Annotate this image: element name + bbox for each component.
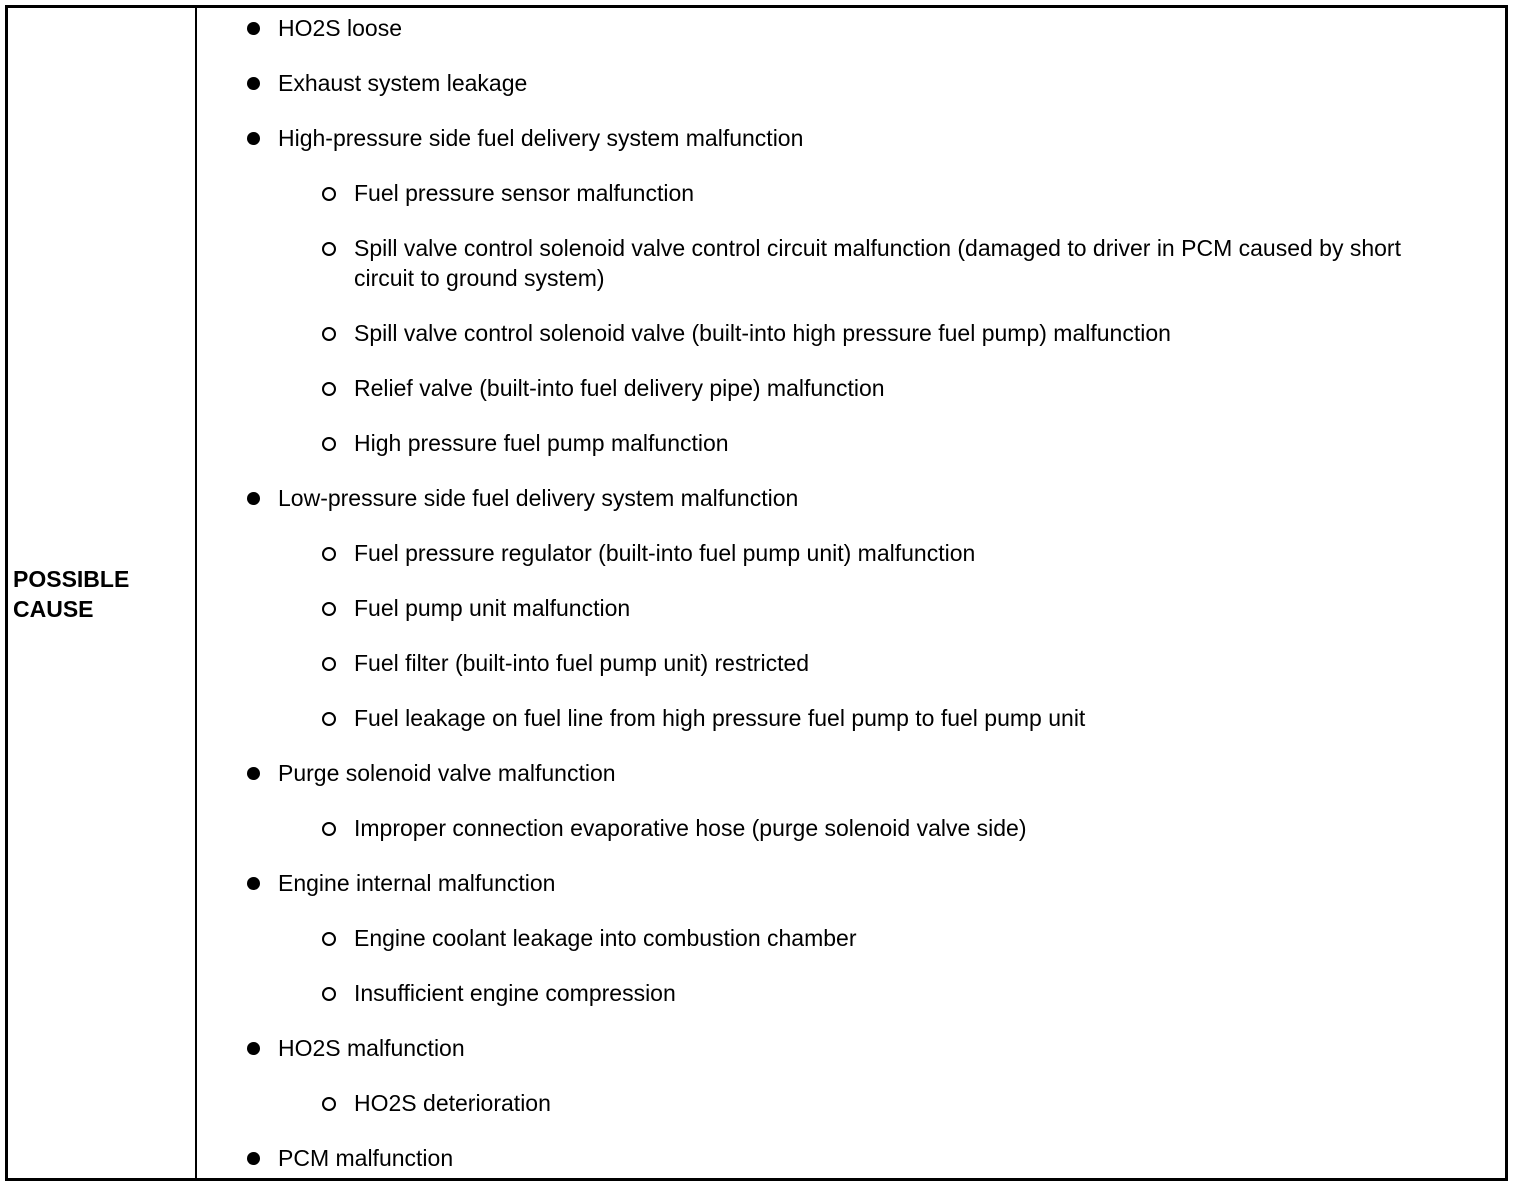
sub-list-item: Fuel leakage on fuel line from high pressure fuel pump to fuel pump unit [354,703,1085,733]
hollow-bullet-icon [322,932,336,946]
label-cell [8,8,197,1178]
sub-list-item: Improper connection evaporative hose (purge solenoid valve side) [354,813,1027,843]
filled-bullet-icon [247,492,260,505]
sub-list-item: Fuel filter (built-into fuel pump unit) restricted [354,648,809,678]
list-item: Engine internal malfunction [278,868,555,898]
sub-list-item: Fuel pump unit malfunction [354,593,630,623]
filled-bullet-icon [247,22,260,35]
hollow-bullet-icon [322,712,336,726]
filled-bullet-icon [247,767,260,780]
sub-list-item: High pressure fuel pump malfunction [354,428,729,458]
sub-list-item: Insufficient engine compression [354,978,676,1008]
causes-cell [197,8,1505,1178]
list-item: HO2S loose [278,13,402,43]
filled-bullet-icon [247,1152,260,1165]
sub-list-item: Relief valve (built-into fuel delivery pipe) malfunction [354,373,885,403]
possible-cause-table [5,5,1508,1181]
list-item: Low-pressure side fuel delivery system malfunction [278,483,798,513]
list-item: High-pressure side fuel delivery system malfunction [278,123,803,153]
possible-cause-label: POSSIBLE CAUSE [13,566,130,622]
filled-bullet-icon [247,132,260,145]
hollow-bullet-icon [322,602,336,616]
hollow-bullet-icon [322,1097,336,1111]
sub-list-item: HO2S deterioration [354,1088,551,1118]
hollow-bullet-icon [322,987,336,1001]
sub-list-item: Fuel pressure sensor malfunction [354,178,694,208]
sub-list-item: Spill valve control solenoid valve control circuit malfunction (damaged to driver in PCM caused by short circuit to ground system) [354,233,1464,293]
sub-list-item: Spill valve control solenoid valve (built-into high pressure fuel pump) malfunction [354,318,1171,348]
hollow-bullet-icon [322,187,336,201]
filled-bullet-icon [247,1042,260,1055]
list-item: Purge solenoid valve malfunction [278,758,616,788]
hollow-bullet-icon [322,657,336,671]
hollow-bullet-icon [322,327,336,341]
list-item: PCM malfunction [278,1143,453,1173]
hollow-bullet-icon [322,547,336,561]
list-item: HO2S malfunction [278,1033,465,1063]
hollow-bullet-icon [322,382,336,396]
sub-list-item: Fuel pressure regulator (built-into fuel pump unit) malfunction [354,538,975,568]
filled-bullet-icon [247,77,260,90]
sub-list-item: Engine coolant leakage into combustion chamber [354,923,857,953]
hollow-bullet-icon [322,822,336,836]
hollow-bullet-icon [322,242,336,256]
filled-bullet-icon [247,877,260,890]
hollow-bullet-icon [322,437,336,451]
list-item: Exhaust system leakage [278,68,527,98]
